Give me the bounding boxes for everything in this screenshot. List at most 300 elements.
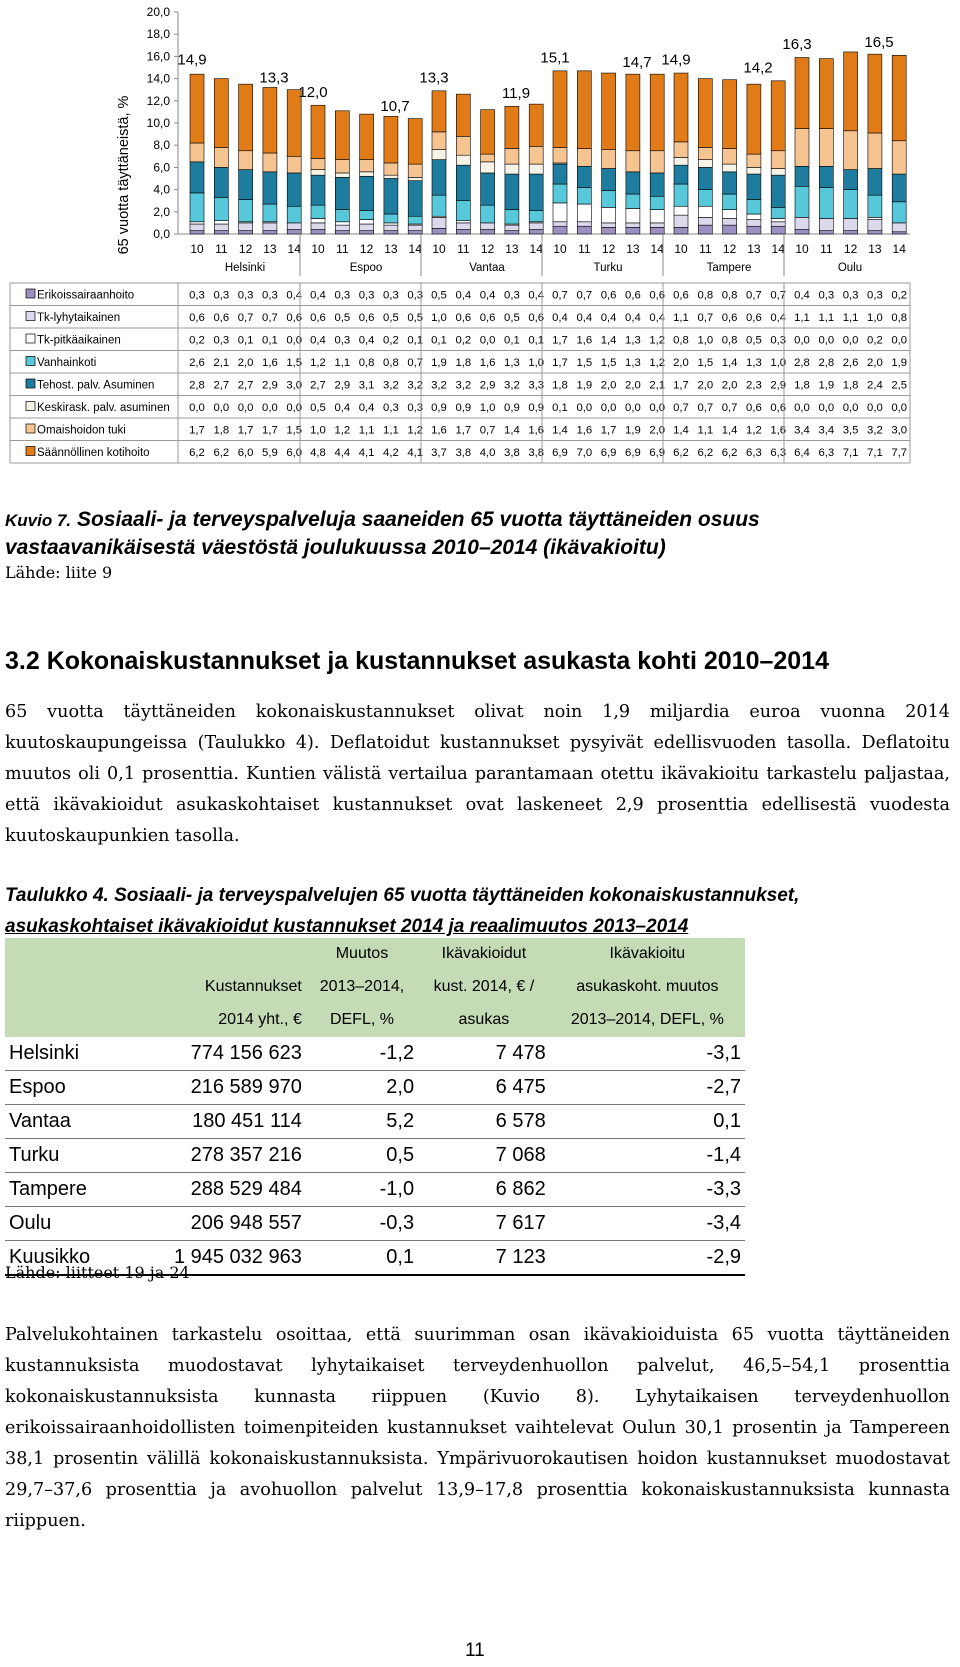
bar-segment — [553, 164, 567, 184]
bar-segment — [311, 223, 325, 230]
table-value: 2,9 — [479, 379, 496, 392]
bar-segment — [239, 84, 253, 151]
table-value: 3,4 — [818, 424, 835, 437]
table-value: 0,0 — [286, 401, 303, 414]
table-value: 1,6 — [770, 424, 787, 437]
table-header-cell: Kustannukset — [141, 971, 306, 1004]
table-value: 0,6 — [746, 311, 762, 324]
table-cell: Oulu — [5, 1207, 141, 1241]
table-value: 1,4 — [673, 424, 689, 437]
table-cell: 288 529 484 — [141, 1173, 306, 1207]
bar-segment — [214, 167, 228, 197]
bar-segment — [771, 222, 785, 226]
bar-segment — [698, 190, 712, 207]
table-value: 2,7 — [310, 379, 326, 392]
table-value: 0,4 — [310, 334, 326, 347]
table-value: 1,8 — [842, 379, 859, 392]
bar-segment — [602, 223, 616, 227]
bar-segment — [892, 223, 906, 232]
x-tick-label: 10 — [311, 242, 325, 256]
table-value: 4,8 — [310, 446, 326, 459]
bar-segment — [529, 211, 543, 222]
table-value: 0,7 — [721, 401, 738, 414]
bar-segment — [456, 136, 470, 155]
table-value: 0,3 — [383, 401, 399, 414]
bar-segment — [723, 225, 737, 234]
table-value: 2,4 — [867, 379, 883, 392]
table-value: 0,6 — [600, 289, 617, 302]
table-value: 0,5 — [407, 311, 424, 324]
bar-segment — [698, 167, 712, 189]
table-value: 1,7 — [552, 334, 568, 347]
table-value: 1,7 — [237, 424, 254, 437]
table-value: 6,2 — [213, 446, 230, 459]
bar-segment — [650, 210, 664, 223]
x-tick-label: 10 — [795, 242, 809, 256]
bar-segment — [335, 173, 349, 177]
table-value: 1,0 — [770, 356, 787, 369]
table-value: 0,6 — [455, 311, 472, 324]
table-value: 0,2 — [891, 289, 908, 302]
table-value: 3,0 — [286, 379, 303, 392]
table-value: 2,0 — [649, 424, 666, 437]
table-value: 0,5 — [504, 311, 520, 324]
bar-segment — [384, 231, 398, 234]
table-value: 1,9 — [625, 424, 641, 437]
bar-segment — [456, 221, 470, 223]
bar-segment — [190, 74, 204, 143]
table-value: 0,6 — [189, 311, 205, 324]
bar-segment — [626, 172, 640, 194]
table-value: 0,2 — [867, 334, 883, 347]
bar-segment — [892, 174, 906, 202]
bar-segment — [456, 165, 470, 201]
bar-segment — [747, 220, 761, 227]
table-value: 0,3 — [213, 334, 230, 347]
bar-segment — [674, 73, 688, 142]
bar-segment — [287, 206, 301, 223]
bar-segment — [456, 155, 470, 165]
x-tick-label: 10 — [674, 242, 688, 256]
bar-segment — [868, 54, 882, 133]
table-value: 1,7 — [189, 424, 205, 437]
table-header-cell — [141, 938, 306, 971]
table-value: 0,6 — [358, 311, 375, 324]
table-value: 2,9 — [334, 379, 351, 392]
table-value: 0,8 — [721, 334, 738, 347]
bar-segment — [553, 71, 567, 148]
bar-segment — [577, 187, 591, 204]
table-value: 0,2 — [189, 334, 205, 347]
bar-segment — [287, 173, 301, 206]
table-value: 0,4 — [358, 401, 375, 414]
table-value: 0,0 — [794, 334, 810, 347]
bar-segment — [335, 177, 349, 209]
table-value: 1,0 — [697, 334, 714, 347]
table-value: 0,0 — [237, 401, 254, 414]
paragraph-1: 65 vuotta täyttäneiden kokonaiskustannukset olivat noin 1,9 miljardia euroa vuonna 2014 kuutoskaupungeissa (Taulukko 4). Deflatoidut kustannukset pysyivät edellisvuoden tasolla. Deflatoitu muutos oli 0,1 prosenttia. Kuntien välistä vertailua parantamaan otettu ikävakioitu tarkastelu paljastaa, että ikävakioidut asukaskohtaiset kustannukset ovat laskeneet 2,9 prosenttia edellisestä vuodesta kuutoskaupunkien tasolla. — [5, 702, 950, 846]
table-row — [5, 1139, 745, 1173]
bar-segment — [384, 223, 398, 225]
x-tick-label: 11 — [820, 242, 833, 256]
table-cell: Helsinki — [5, 1037, 141, 1071]
bar-segment — [577, 222, 591, 226]
bar-segment — [892, 232, 906, 234]
bar-segment — [698, 160, 712, 168]
stacked-bar-chart — [0, 0, 960, 480]
bar-segment — [553, 147, 567, 163]
table-value: 0,6 — [528, 311, 545, 324]
bar-segment — [626, 223, 640, 227]
table-value: 1,1 — [818, 311, 835, 324]
table-value: 0,6 — [721, 311, 738, 324]
table-value: 1,7 — [552, 356, 568, 369]
bar-segment — [432, 217, 446, 228]
bar-segment — [214, 79, 228, 148]
table-value: 0,3 — [818, 289, 835, 302]
bar-segment — [698, 206, 712, 217]
table-value: 3,4 — [794, 424, 810, 437]
bar-segment — [553, 226, 567, 234]
x-tick-label: 11 — [457, 242, 470, 256]
y-tick-label: 12,0 — [146, 93, 170, 108]
table-value: 1,2 — [649, 356, 666, 369]
x-tick-label: 14 — [650, 242, 664, 256]
bar-segment — [239, 231, 253, 234]
table-value: 1,0 — [479, 401, 496, 414]
total-label: 14,9 — [177, 51, 207, 69]
x-tick-label: 12 — [480, 242, 495, 256]
table-value: 0,6 — [479, 311, 496, 324]
table-value: 0,0 — [479, 334, 496, 347]
table-cell: 206 948 557 — [141, 1207, 306, 1241]
bar-segment — [747, 226, 761, 234]
bar-segment — [723, 218, 737, 225]
bar-segment — [698, 79, 712, 148]
table-value: 0,1 — [237, 334, 254, 347]
bar-segment — [360, 160, 374, 172]
table-value: 1,2 — [407, 424, 424, 437]
table-value: 3,8 — [504, 446, 520, 459]
table-value: 3,2 — [383, 379, 399, 392]
x-tick-label: 12 — [722, 242, 737, 256]
bar-segment — [698, 225, 712, 234]
table-cell: -0,3 — [306, 1207, 418, 1241]
table-value: 0,6 — [649, 289, 666, 302]
table-value: 2,0 — [867, 356, 883, 369]
total-label: 13,3 — [419, 69, 449, 87]
table-value: 0,9 — [455, 401, 472, 414]
table-value: 0,6 — [673, 289, 689, 302]
bar-segment — [553, 184, 567, 203]
bar-segment — [311, 105, 325, 158]
table-value: 1,1 — [842, 311, 859, 324]
bar-segment — [505, 149, 519, 165]
table-value: 1,1 — [673, 311, 689, 324]
table-value: 0,4 — [286, 289, 303, 302]
bar-segment — [408, 164, 422, 177]
bar-segment — [747, 214, 761, 220]
table-value: 0,8 — [383, 356, 399, 369]
bar-segment — [214, 197, 228, 220]
bar-segment — [795, 217, 809, 229]
table-cell: -1,0 — [306, 1173, 418, 1207]
table-value: 6,2 — [721, 446, 738, 459]
bar-segment — [650, 223, 664, 227]
bar-segment — [335, 225, 349, 231]
bar-segment — [456, 230, 470, 234]
table-value: 0,1 — [262, 334, 278, 347]
table-cell: 2,0 — [306, 1071, 418, 1105]
table-value: 0,3 — [383, 289, 399, 302]
table-value: 0,6 — [625, 289, 641, 302]
table-value: 0,3 — [189, 289, 205, 302]
bar-segment — [335, 231, 349, 234]
table-cell: Espoo — [5, 1071, 141, 1105]
bar-segment — [263, 223, 277, 231]
table-value: 6,2 — [673, 446, 689, 459]
bar-segment — [771, 226, 785, 234]
table-value: 3,8 — [455, 446, 472, 459]
table-value: 0,3 — [867, 289, 883, 302]
x-tick-label: 11 — [215, 242, 228, 256]
table-value: 0,1 — [552, 401, 568, 414]
table-value: 0,7 — [407, 356, 424, 369]
table-value: 2,1 — [649, 379, 666, 392]
bar-segment — [481, 162, 495, 173]
table-value: 0,6 — [746, 401, 762, 414]
section-heading: 3.2 Kokonaiskustannukset ja kustannukset asukasta kohti 2010–2014 — [5, 647, 829, 675]
table-value: 6,9 — [552, 446, 568, 459]
y-tick-label: 0,0 — [153, 227, 170, 241]
bar-segment — [190, 162, 204, 193]
legend-label: Vanhainkoti — [37, 356, 97, 369]
bar-segment — [602, 150, 616, 169]
table-row — [5, 1037, 745, 1071]
table-value: 0,2 — [383, 334, 399, 347]
table-value: 2,8 — [794, 356, 810, 369]
table-value: 6,9 — [649, 446, 666, 459]
table-value: 1,3 — [625, 334, 641, 347]
bar-segment — [577, 71, 591, 149]
table-value: 1,6 — [528, 424, 545, 437]
bar-segment — [481, 205, 495, 223]
table-value: 1,9 — [818, 379, 835, 392]
table-value: 1,2 — [649, 334, 666, 347]
bar-segment — [360, 176, 374, 210]
bar-segment — [360, 231, 374, 234]
table-value: 1,5 — [600, 356, 617, 369]
bar-segment — [698, 147, 712, 159]
table-value: 3,2 — [504, 379, 520, 392]
table-value: 7,1 — [867, 446, 883, 459]
bar-segment — [311, 170, 325, 176]
x-tick-label: 14 — [408, 242, 422, 256]
bar-segment — [771, 218, 785, 221]
bar-segment — [892, 141, 906, 174]
table-value: 1,5 — [576, 356, 593, 369]
table-header-cell: Muutos — [306, 938, 418, 971]
table-value: 0,6 — [310, 311, 326, 324]
table-value: 0,3 — [407, 289, 424, 302]
table-value: 1,8 — [552, 379, 568, 392]
legend-swatch — [26, 379, 35, 388]
table-header-cell — [5, 971, 141, 1004]
x-tick-label: 10 — [553, 242, 567, 256]
table-value: 0,0 — [625, 401, 641, 414]
x-tick-label: 12 — [601, 242, 616, 256]
table-cell: 1 945 032 963 — [141, 1241, 306, 1276]
bar-segment — [214, 224, 228, 231]
table-value: 1,0 — [310, 424, 326, 437]
table-value: 0,7 — [479, 424, 496, 437]
bar-segment — [505, 164, 519, 174]
table-value: 1,8 — [794, 379, 810, 392]
bar-segment — [239, 170, 253, 200]
table-value: 0,3 — [407, 401, 424, 414]
x-tick-label: 14 — [529, 242, 543, 256]
table-value: 0,1 — [528, 334, 545, 347]
table-value: 4,1 — [407, 446, 424, 459]
bar-segment — [602, 227, 616, 234]
table-value: 2,8 — [818, 356, 835, 369]
figure-caption-label: Kuvio 7. — [5, 511, 72, 530]
table-value: 0,5 — [431, 289, 447, 302]
bar-segment — [408, 119, 422, 165]
table-value: 0,9 — [504, 401, 520, 414]
table-value: 1,8 — [455, 356, 472, 369]
legend-swatch — [26, 447, 35, 456]
bar-segment — [432, 91, 446, 132]
table-value: 1,1 — [358, 424, 375, 437]
legend-swatch — [26, 402, 35, 411]
table-value: 0,7 — [576, 289, 593, 302]
bar-segment — [481, 173, 495, 205]
table-value: 0,8 — [358, 356, 375, 369]
total-label: 14,2 — [743, 59, 773, 77]
table-value: 1,7 — [262, 424, 278, 437]
table-value: 0,5 — [310, 401, 326, 414]
legend-label: Omaishoidon tuki — [37, 424, 126, 437]
bar-segment — [432, 160, 446, 196]
table-source: Lähde: liitteet 19 ja 24 — [5, 1263, 190, 1282]
table-value: 2,0 — [721, 379, 738, 392]
table-cell: 7 123 — [418, 1241, 550, 1276]
bar-segment — [214, 147, 228, 167]
table-value: 0,1 — [504, 334, 520, 347]
bar-segment — [263, 87, 277, 152]
table-value: 1,6 — [431, 424, 447, 437]
table-value: 5,9 — [262, 446, 278, 459]
bar-segment — [456, 201, 470, 221]
table-cell: 0,1 — [550, 1105, 745, 1139]
bar-segment — [674, 184, 688, 206]
bar-segment — [287, 230, 301, 234]
table-value: 0,6 — [213, 311, 230, 324]
table-value: 3,5 — [842, 424, 859, 437]
bar-segment — [747, 174, 761, 200]
bar-segment — [771, 207, 785, 218]
bar-segment — [844, 218, 858, 230]
table-value: 1,3 — [625, 356, 641, 369]
bar-segment — [553, 222, 567, 226]
bar-segment — [214, 221, 228, 224]
table-value: 0,7 — [552, 289, 568, 302]
table-value: 0,0 — [600, 401, 617, 414]
table-value: 0,0 — [891, 334, 908, 347]
bar-segment — [481, 223, 495, 230]
table-value: 0,4 — [358, 334, 375, 347]
city-label: Espoo — [349, 262, 383, 274]
table-value: 1,4 — [552, 424, 568, 437]
legend-label: Tehost. palv. Asuminen — [37, 379, 155, 392]
table-row — [5, 1207, 745, 1241]
table-cell: -1,4 — [550, 1139, 745, 1173]
bar-segment — [771, 169, 785, 176]
bar-segment — [190, 224, 204, 231]
bar-segment — [819, 129, 833, 167]
table-value: 3,2 — [455, 379, 472, 392]
bar-segment — [239, 223, 253, 231]
table-caption — [5, 880, 950, 942]
bar-segment — [190, 231, 204, 234]
table-value: 0,0 — [649, 401, 666, 414]
table-cell: Vantaa — [5, 1105, 141, 1139]
legend-swatch — [26, 334, 35, 343]
table-value: 0,8 — [721, 289, 738, 302]
table-value: 1,5 — [697, 356, 714, 369]
bar-segment — [747, 84, 761, 154]
bar-segment — [408, 225, 422, 231]
table-value: 1,9 — [431, 356, 447, 369]
page-number: 11 — [465, 1640, 485, 1661]
bar-segment — [384, 175, 398, 178]
city-label: Oulu — [837, 262, 863, 274]
table-header-cell: DEFL, % — [306, 1004, 418, 1037]
y-tick-label: 2,0 — [153, 204, 170, 219]
table-header-cell: Ikävakioidut — [418, 938, 550, 971]
table-cell: 0,5 — [306, 1139, 418, 1173]
bar-segment — [408, 231, 422, 234]
table-value: 0,3 — [262, 289, 278, 302]
table-value: 3,2 — [407, 379, 424, 392]
table-value: 3,8 — [528, 446, 545, 459]
table-cell: 7 478 — [418, 1037, 550, 1071]
bar-segment — [868, 195, 882, 217]
bar-segment — [287, 156, 301, 173]
x-tick-label: 14 — [892, 242, 906, 256]
bar-segment — [360, 224, 374, 231]
x-tick-label: 14 — [771, 242, 785, 256]
table-value: 6,9 — [625, 446, 641, 459]
bar-segment — [892, 55, 906, 140]
total-label: 14,7 — [622, 53, 652, 71]
bar-segment — [190, 143, 204, 162]
table-value: 1,0 — [528, 356, 545, 369]
bar-segment — [602, 207, 616, 223]
bar-segment — [626, 227, 640, 234]
table-value: 1,3 — [504, 356, 520, 369]
bar-segment — [360, 220, 374, 224]
table-value: 1,1 — [383, 424, 399, 437]
bar-segment — [505, 174, 519, 210]
table-value: 6,3 — [770, 446, 787, 459]
x-tick-label: 11 — [699, 242, 712, 256]
table-value: 3,7 — [431, 446, 447, 459]
bar-segment — [529, 164, 543, 174]
bar-segment — [360, 114, 374, 160]
bar-segment — [553, 203, 567, 222]
